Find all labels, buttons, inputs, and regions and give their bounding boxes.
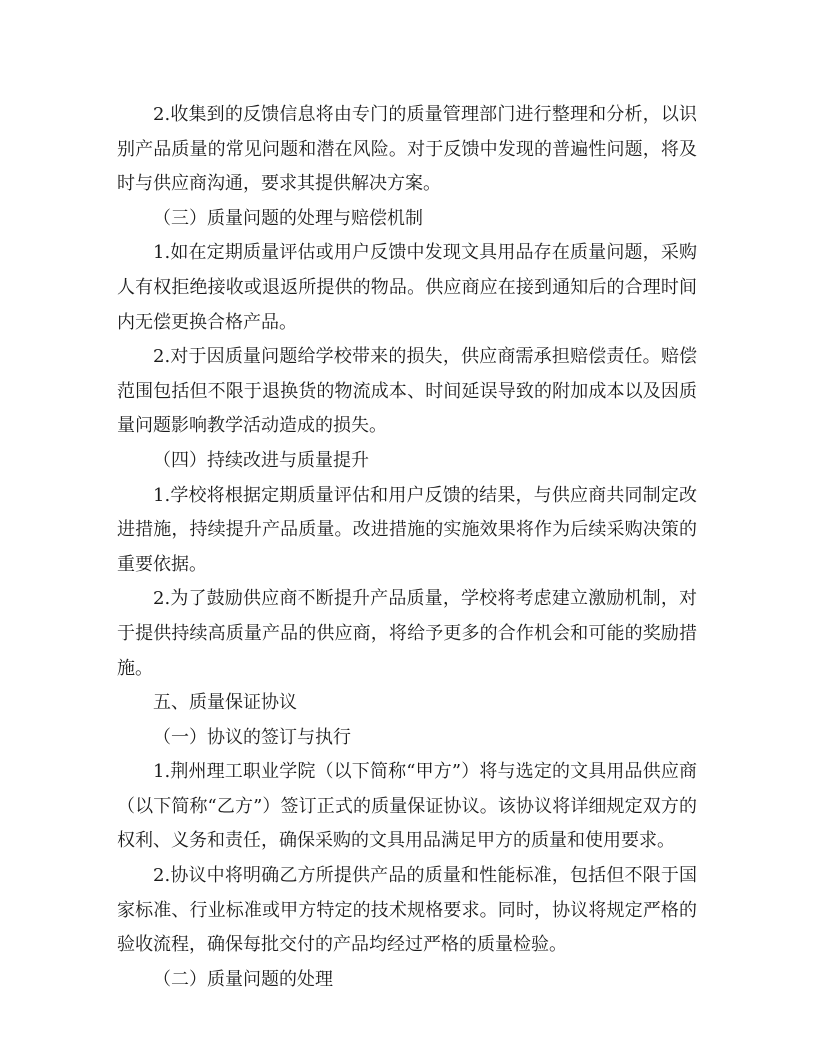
- paragraph-agreement-parties: 1.荆州理工职业学院（以下简称“甲方”）将与选定的文具用品供应商（以下简称“乙方”）签订正式的质量保证协议。该协议将详细规定双方的权利、义务和责任，确保采购的文具用品满足甲方的质量和使用要求。: [117, 761, 697, 852]
- section-heading-continuous-improvement: （四）持续改进与质量提升: [153, 449, 369, 471]
- paragraph-improvement-measures: 1.学校将根据定期质量评估和用户反馈的结果，与供应商共同制定改进措施，持续提升产品质量。改进措施的实施效果将作为后续采购决策的重要依据。: [117, 484, 697, 575]
- paragraph-reject-return: 1.如在定期质量评估或用户反馈中发现文具用品存在质量问题，采购人有权拒绝接收或退返所提供的物品。供应商应在接到通知后的合理时间内无偿更换合格产品。: [117, 242, 697, 333]
- paragraph-agreement-standards: 2.协议中将明确乙方所提供产品的质量和性能标准，包括但不限于国家标准、行业标准或甲方特定的技术规格要求。同时，协议将规定严格的验收流程，确保每批交付的产品均经过严格的质量检验。: [117, 865, 697, 956]
- paragraph-compensation-scope: 2.对于因质量问题给学校带来的损失，供应商需承担赔偿责任。赔偿范围包括但不限于退换货的物流成本、时间延误导致的附加成本以及因质量问题影响教学活动造成的损失。: [117, 346, 697, 437]
- paragraph-incentive-mechanism: 2.为了鼓励供应商不断提升产品质量，学校将考虑建立激励机制，对于提供持续高质量产品的供应商，将给予更多的合作机会和可能的奖励措施。: [117, 588, 697, 679]
- section-heading-quality-issue-handling: （二）质量问题的处理: [153, 968, 333, 990]
- chapter-heading-quality-agreement: 五、质量保证协议: [153, 692, 297, 714]
- section-heading-quality-issue-compensation: （三）质量问题的处理与赔偿机制: [153, 207, 423, 229]
- document-body: [117, 98, 697, 997]
- section-heading-agreement-signing: （一）协议的签订与执行: [153, 726, 351, 748]
- paragraph-feedback-analysis: 2.收集到的反馈信息将由专门的质量管理部门进行整理和分析，以识别产品质量的常见问题和潜在风险。对于反馈中发现的普遍性问题，将及时与供应商沟通，要求其提供解决方案。: [117, 104, 697, 195]
